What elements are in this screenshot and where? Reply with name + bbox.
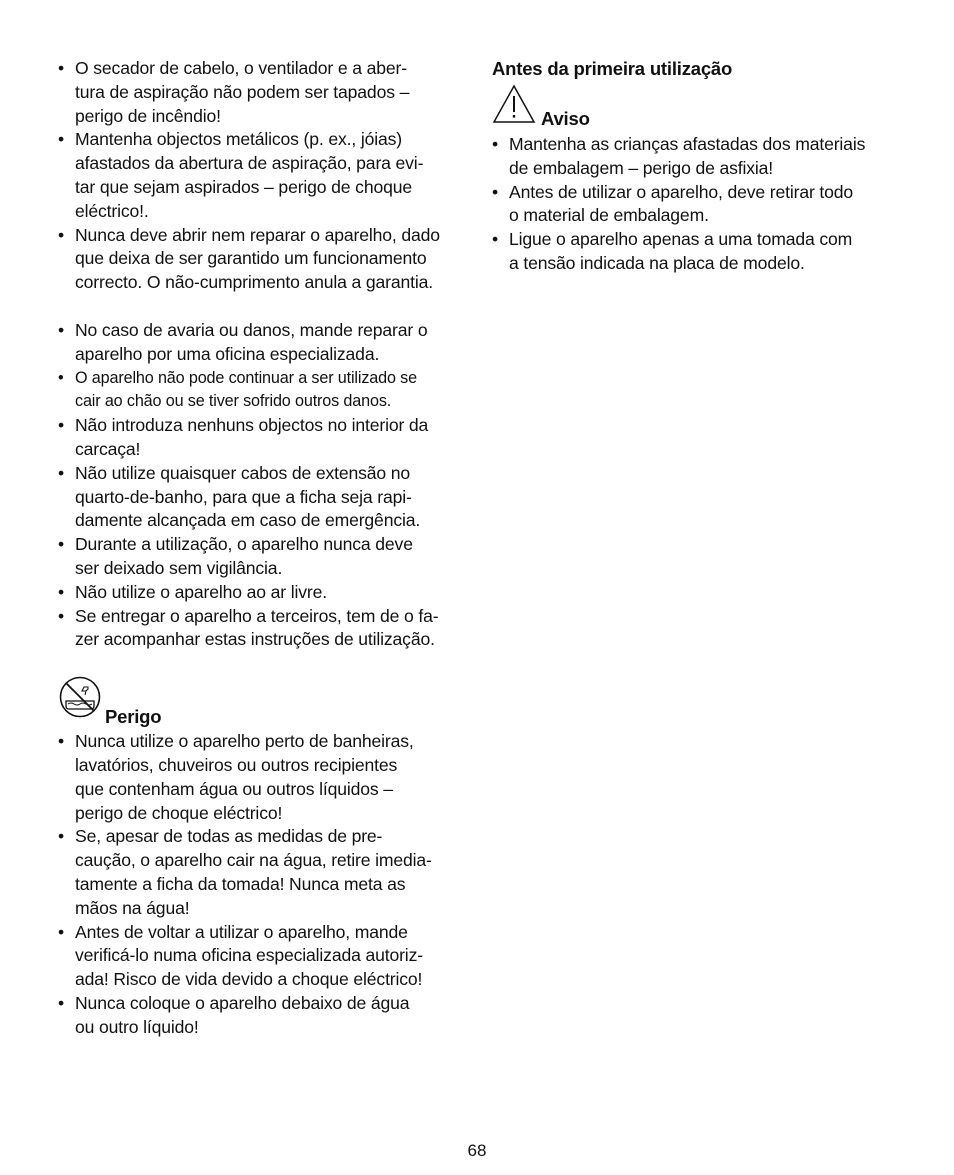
list-item (58, 319, 466, 367)
list-item-text: Não introduza nenhuns objectos no interior da carcaça! (75, 415, 429, 459)
safety-list-1 (58, 57, 466, 295)
list-item (58, 825, 466, 920)
list-item (492, 133, 902, 181)
list-item-text: Se, apesar de todas as medidas de pre- caução, o aparelho cair na água, retire imedia- tamente a ficha da tomada! Nunca meta as mãos na água! (75, 826, 432, 918)
list-item-text: No caso de avaria ou danos, mande reparar o aparelho por uma oficina especializada. (75, 319, 428, 364)
list-item (492, 228, 902, 276)
list-item-text: O secador de cabelo, o ventilador e a aber- tura de aspiração não podem ser tapados – perigo de incêndio! (75, 58, 410, 126)
list-item-text: Ligue o aparelho apenas a uma tomada com a tensão indicada na placa de modelo. (509, 229, 853, 273)
danger-heading-row (58, 678, 466, 728)
list-item-text: O aparelho não pode continuar a ser utilizado se cair ao chão ou se tiver sofrido outros danos. (75, 368, 417, 411)
list-item-text: Durante a utilização, o aparelho nunca deve ser deixado sem vigilância. (75, 534, 413, 578)
list-item (58, 57, 466, 128)
list-item-text: Antes de utilizar o aparelho, deve retirar todo o material de embalagem. (509, 181, 854, 226)
list-item-text: Mantenha objectos metálicos (p. ex., jóias) afastados da abertura de aspiração, para evi- tar que sejam aspirados – perigo de choque eléctrico!. (75, 129, 424, 221)
list-item (58, 367, 466, 415)
danger-list (58, 730, 466, 1039)
list-item (58, 414, 466, 462)
list-item (58, 992, 466, 1040)
list-item-text: Não utilize quaisquer cabos de extensão no quarto-de-banho, para que a ficha seja rapi- damente alcançada em caso de emergência. (75, 462, 421, 531)
list-item-text: Nunca deve abrir nem reparar o aparelho, dado que deixa de ser garantido um funcionamento correcto. O não-cumprimento anula a garantia. (75, 224, 440, 293)
warning-list (492, 133, 902, 276)
safety-list-2 (58, 319, 466, 652)
warning-triangle-icon (492, 84, 536, 129)
warning-title: Aviso (541, 108, 590, 129)
warning-heading-row (492, 83, 902, 129)
right-column (492, 57, 902, 276)
section-title: Antes da primeira utilização (492, 58, 733, 79)
list-item-text: Não utilize o aparelho ao ar livre. (75, 581, 327, 602)
list-item (58, 533, 466, 581)
list-item (492, 181, 902, 229)
list-item-text: Se entregar o aparelho a terceiros, tem de o fa- zer acompanhar estas instruções de utilização. (75, 605, 439, 650)
list-item-text: Nunca coloque o aparelho debaixo de água ou outro líquido! (75, 992, 410, 1037)
list-item (58, 921, 466, 992)
list-item (58, 224, 466, 295)
list-item-text: Antes de voltar a utilizar o aparelho, mande verificá-lo numa oficina especializada autoriz- ada! Risco de vida devido a choque eléctrico! (75, 921, 423, 990)
list-item-text: Mantenha as crianças afastadas dos materiais de embalagem – perigo de asfixia! (509, 134, 866, 178)
left-column (58, 57, 466, 1039)
list-item-text: Nunca utilize o aparelho perto de banheiras, lavatórios, chuveiros ou outros recipientes que contenham água ou outros líquidos – perigo de choque eléctrico! (75, 731, 414, 823)
no-water-bath-icon (58, 675, 102, 724)
list-item (58, 462, 466, 533)
list-item (58, 605, 466, 653)
danger-title: Perigo (105, 706, 162, 728)
list-item (58, 581, 466, 605)
page-number: 68 (467, 1141, 487, 1160)
list-item (58, 730, 466, 825)
list-item (58, 128, 466, 223)
